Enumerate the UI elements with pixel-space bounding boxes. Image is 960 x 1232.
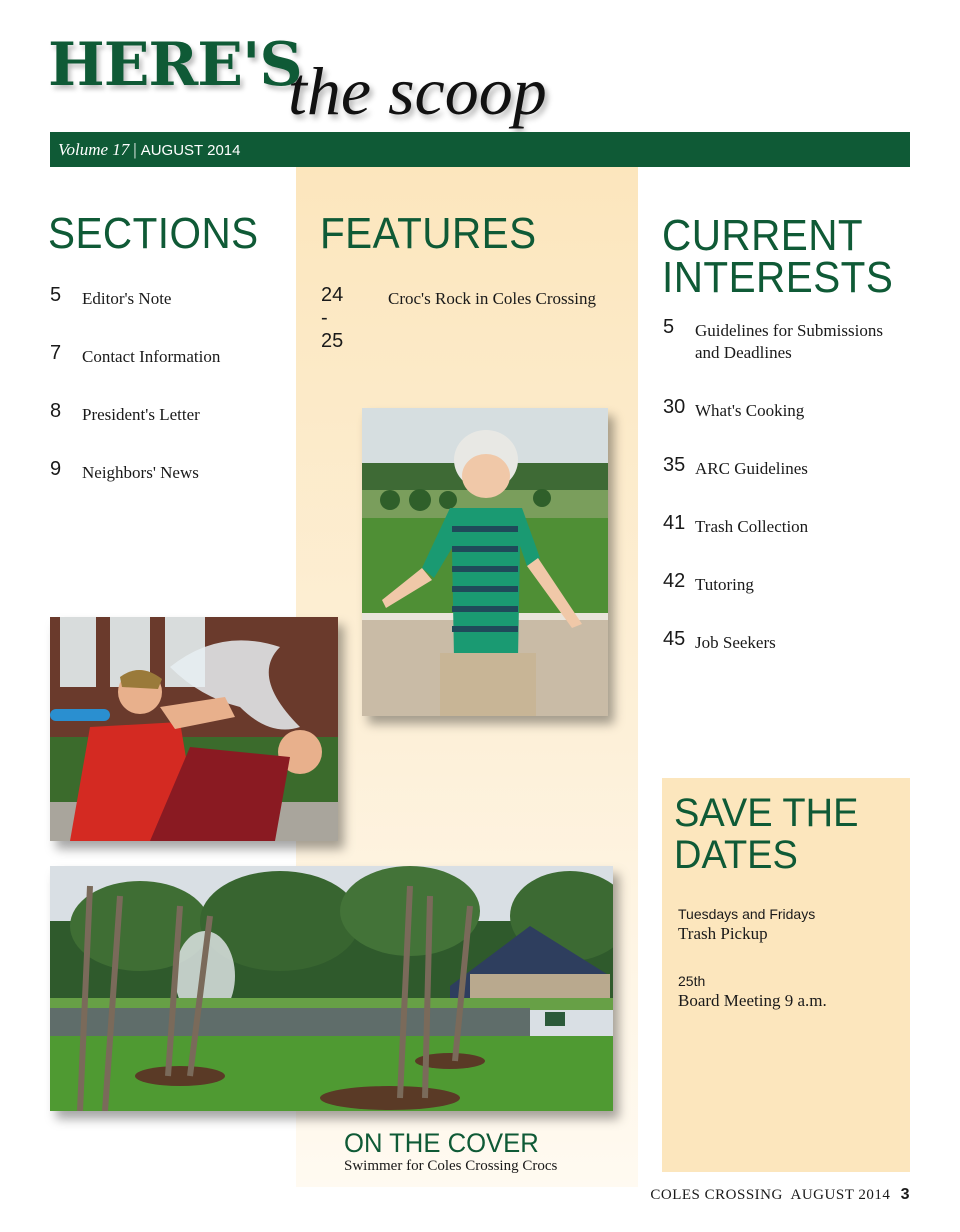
toddler-photo <box>362 408 608 716</box>
save-the-dates-heading-line1: SAVE THE <box>674 791 859 835</box>
features-heading: FEATURES <box>320 209 537 258</box>
event-what: Board Meeting 9 a.m. <box>678 991 827 1010</box>
event-what: Trash Pickup <box>678 924 768 943</box>
toc-title: Contact Information <box>82 347 221 366</box>
toc-page: 5 <box>663 316 675 338</box>
toc-title-line2: and Deadlines <box>695 343 792 362</box>
page-number: 3 <box>900 1186 910 1203</box>
toc-page: 5 <box>50 284 62 306</box>
toc-page: 45 <box>663 628 686 650</box>
toc-title: Trash Collection <box>695 517 809 536</box>
save-the-dates-heading <box>674 792 858 876</box>
toc-page: 41 <box>663 512 686 534</box>
toc-page: 42 <box>663 570 686 592</box>
page-footer <box>650 1186 910 1204</box>
issue-band <box>50 132 910 167</box>
footer-publication: COLES CROSSING <box>650 1187 783 1203</box>
toc-title: Croc's Rock in Coles Crossing <box>388 289 597 308</box>
event-when: Tuesdays and Fridays <box>678 906 816 922</box>
toc-page: 35 <box>663 454 686 476</box>
toc-title <box>695 320 883 364</box>
issue-volume: Volume 17 <box>58 140 130 159</box>
toc-page: 30 <box>663 396 686 418</box>
current-interests-heading-line2: INTERESTS <box>662 253 894 302</box>
masthead-script: the scoop <box>288 53 547 129</box>
toc-title: What's Cooking <box>695 401 805 420</box>
footer-month: AUGUST 2014 <box>790 1187 891 1203</box>
toc-page: 24 - 25 <box>321 284 344 352</box>
water-fight-photo <box>50 617 338 841</box>
toc-title: President's Letter <box>82 405 200 424</box>
cover-title: ON THE COVER <box>344 1128 539 1158</box>
current-interests-heading-line1: CURRENT <box>662 211 864 260</box>
save-the-dates-heading-line2: DATES <box>674 833 798 877</box>
current-interests-heading <box>662 211 894 302</box>
toc-page: 7 <box>50 342 62 364</box>
toc-page: 9 <box>50 458 62 480</box>
sections-heading: SECTIONS <box>48 209 259 258</box>
event-when: 25th <box>678 973 706 989</box>
cover-photo <box>50 866 613 1111</box>
issue-separator: | <box>133 140 137 159</box>
issue-line <box>58 140 240 160</box>
toc-title-line1: Guidelines for Submissions <box>695 321 883 340</box>
issue-month: AUGUST 2014 <box>140 142 241 159</box>
toc-page: 8 <box>50 400 62 422</box>
masthead-title: HERE'S <box>48 30 302 100</box>
toc-title: Editor's Note <box>82 289 172 308</box>
cover-caption: Swimmer for Coles Crossing Crocs <box>344 1158 558 1174</box>
save-the-dates-box <box>662 778 910 1172</box>
toc-title: Tutoring <box>695 575 754 594</box>
toc-title: Job Seekers <box>695 633 776 652</box>
toc-title: Neighbors' News <box>82 463 199 482</box>
toc-title: ARC Guidelines <box>695 459 808 478</box>
